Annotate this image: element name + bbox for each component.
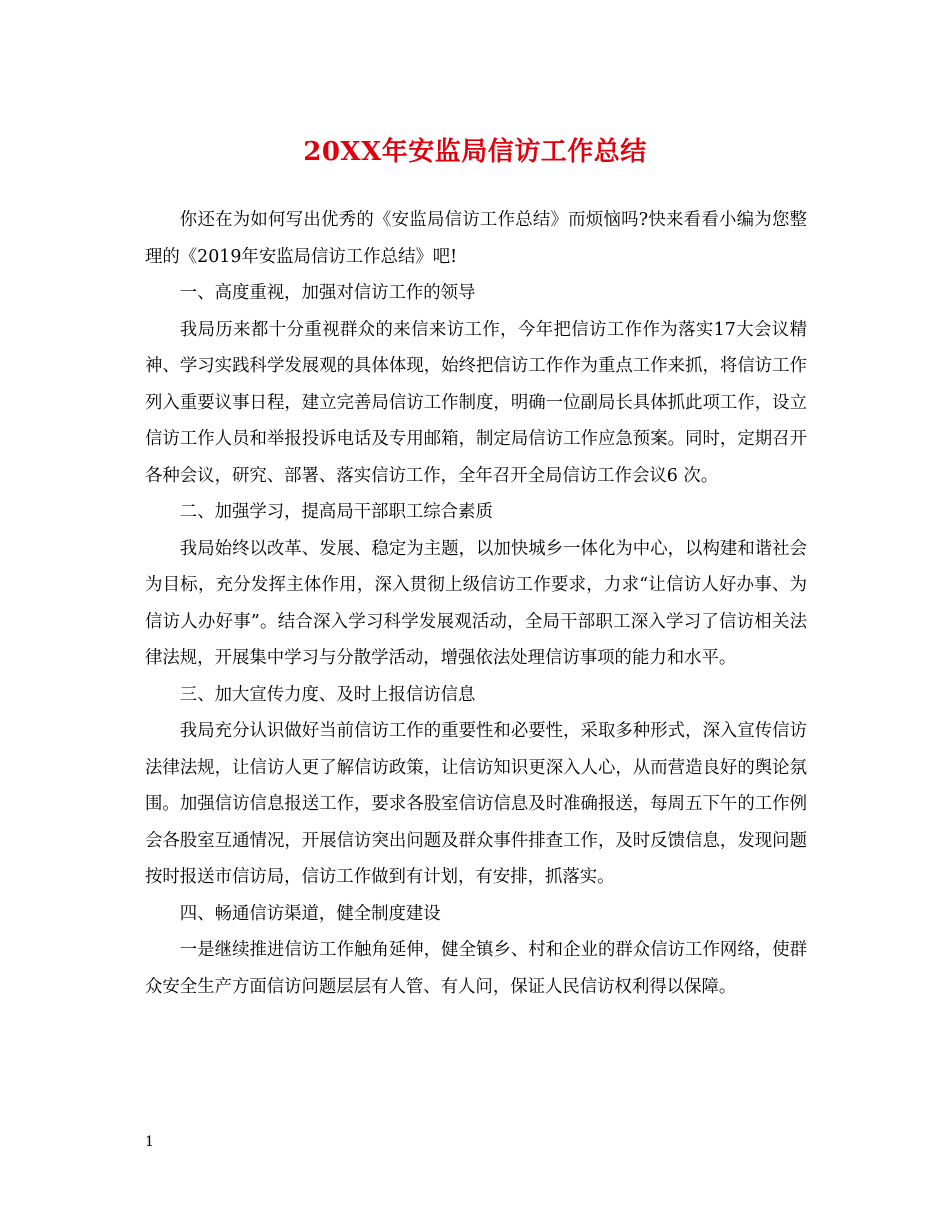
section-heading-2: 二、加强学习，提高局干部职工综合素质 xyxy=(179,502,493,522)
section-paragraph-4: 一是继续推进信访工作触角延伸，健全镇乡、村和企业的群众信访工作网络，使群众安全生产方面信访问题层层有人管、有人问，保证人民信访权利得以保障。 xyxy=(145,940,807,997)
section-heading-3: 三、加大宣传力度、及时上报信访信息 xyxy=(179,684,476,705)
section-paragraph-2: 我局始终以改革、发展、稳定为主题，以加快城乡一体化为中心，以构建和谐社会为目标，充分发挥主体作用，深入贯彻上级信访工作要求，力求“让信访人好办事、为信访人办好事”。结合深入学习科学发展观活动，全局干部职工深入学习了信访相关法律法规，开展集中学习与分散学活动，增强依法处理信访事项的能力和水平。 xyxy=(145,538,807,668)
section-paragraph-3: 我局充分认识做好当前信访工作的重要性和必要性，采取多种形式，深入宣传信访法律法规，让信访人更了解信访政策，让信访知识更深入人心，从而营造良好的舆论氛围。加强信访信息报送工作，要求各股室信访信息及时准确报送，每周五下午的工作例会各股室互通情况，开展信访突出问题及群众事件排查工作，及时反馈信息，发现问题按时报送市信访局，信访工作做到有计划，有安排，抓落实。 xyxy=(145,721,807,887)
intro-paragraph: 你还在为如何写出优秀的《安监局信访工作总结》而烦恼吗?快来看看小编为您整理的《2019年安监局信访工作总结》吧! xyxy=(145,210,807,267)
section-heading-4: 四、畅通信访渠道，健全制度建设 xyxy=(179,903,441,924)
section-paragraph-1: 我局历来都十分重视群众的来信来访工作，今年把信访工作作为落实17大会议精神、学习实践科学发展观的具体体现，始终把信访工作作为重点工作来抓，将信访工作列入重要议事日程，建立完善局信访工作制度，明确一位副局长具体抓此项工作，设立信访工作人员和举报投诉电话及专用邮箱，制定局信访工作应急预案。同时，定期召开各种会议，研究、部署、落实信访工作，全年召开全局信访工作会议6 次。 xyxy=(145,319,807,486)
document-title: 20XX年安监局信访工作总结 xyxy=(303,137,647,167)
section-heading-1: 一、高度重视，加强对信访工作的领导 xyxy=(179,283,476,303)
document-body xyxy=(145,202,807,1005)
page-number: 1 xyxy=(145,1134,154,1150)
